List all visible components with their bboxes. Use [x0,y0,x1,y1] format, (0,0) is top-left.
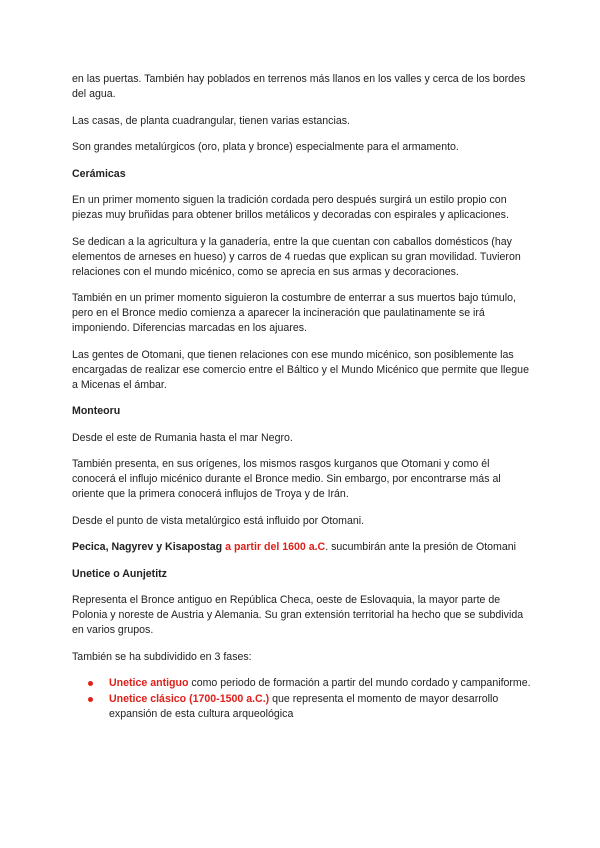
paragraph: También presenta, en sus orígenes, los mismos rasgos kurganos que Otomani y como él conocerá el influjo micénico durante el Bronce medio. Sin embargo, por encontrarse más al oriente que la primera conocerá influjos de Troya y de Irán. [72,458,501,500]
paragraph-pecica [72,540,532,555]
phase-desc: como periodo de formación a partir del mundo cordado y campaniforme. [188,677,531,689]
paragraph: Representa el Bronce antiguo en República Checa, oeste de Eslovaquia, la mayor parte de Polonia y noreste de Austria y Alemania. Su gran extensión territorial ha hecho que se subdivida en varios grupos. [72,594,524,636]
bullet-icon [88,697,93,702]
phase-term: Unetice antiguo [109,677,189,689]
paragraph: También en un primer momento siguieron la costumbre de enterrar a sus muertos bajo túmulo, pero en el Bronce medio comienza a aparecer la incineración que paulatinamente se irá imponiendo. Diferencias marcadas en los ajuares. [72,292,516,334]
phase-term: Unetice clásico (1700-1500 a.C.) [109,693,270,705]
paragraph: en las puertas. También hay poblados en terrenos más llanos en los valles y cerca de los bordes del agua. [72,73,526,100]
paragraph: Desde el este de Rumania hasta el mar Negro. [72,431,293,444]
list-item [72,676,532,691]
document-body [72,72,532,723]
paragraph: Las casas, de planta cuadrangular, tienen varias estancias. [72,114,350,127]
list-item [72,692,532,722]
highlight-date: a partir del 1600 a.C [225,541,326,553]
bold-text: Pecica, Nagyrev y Kisapostag [72,541,226,553]
section-heading-unetice: Unetice o Aunjetitz [72,567,167,580]
paragraph-text: . sucumbirán ante la presión de Otomani [325,541,517,553]
paragraph: Se dedican a la agricultura y la ganadería, entre la que cuentan con caballos domésticos (hay elementos de arneses en hueso) y carros de 4 ruedas que explican su gran movilidad. Tuvieron relaciones con el mundo micénico, como se aprecia en sus armas y decoraciones. [72,235,521,278]
paragraph: Las gentes de Otomani, que tienen relaciones con ese mundo micénico, son posiblemente las encargadas de realizar ese comercio entre el Báltico y el Mundo Micénico que permite que llegue a Micenas el ámbar. [72,348,529,391]
phase-desc: que representa el momento de mayor desarrollo expansión de esta cultura arqueológica [109,693,499,720]
section-heading-ceramicas: Cerámicas [72,167,126,180]
bullet-icon [88,681,93,686]
phase-list [72,676,532,722]
paragraph: También se ha subdividido en 3 fases: [72,650,252,663]
paragraph: En un primer momento siguen la tradición cordada pero después surgirá un estilo propio con piezas muy bruñidas para obtener brillos metálicos y decoradas con espirales y aplicaciones. [72,194,509,221]
paragraph: Son grandes metalúrgicos (oro, plata y bronce) especialmente para el armamento. [72,141,459,153]
paragraph: Desde el punto de vista metalúrgico está influido por Otomani. [72,514,365,527]
section-heading-monteoru: Monteoru [72,405,121,417]
